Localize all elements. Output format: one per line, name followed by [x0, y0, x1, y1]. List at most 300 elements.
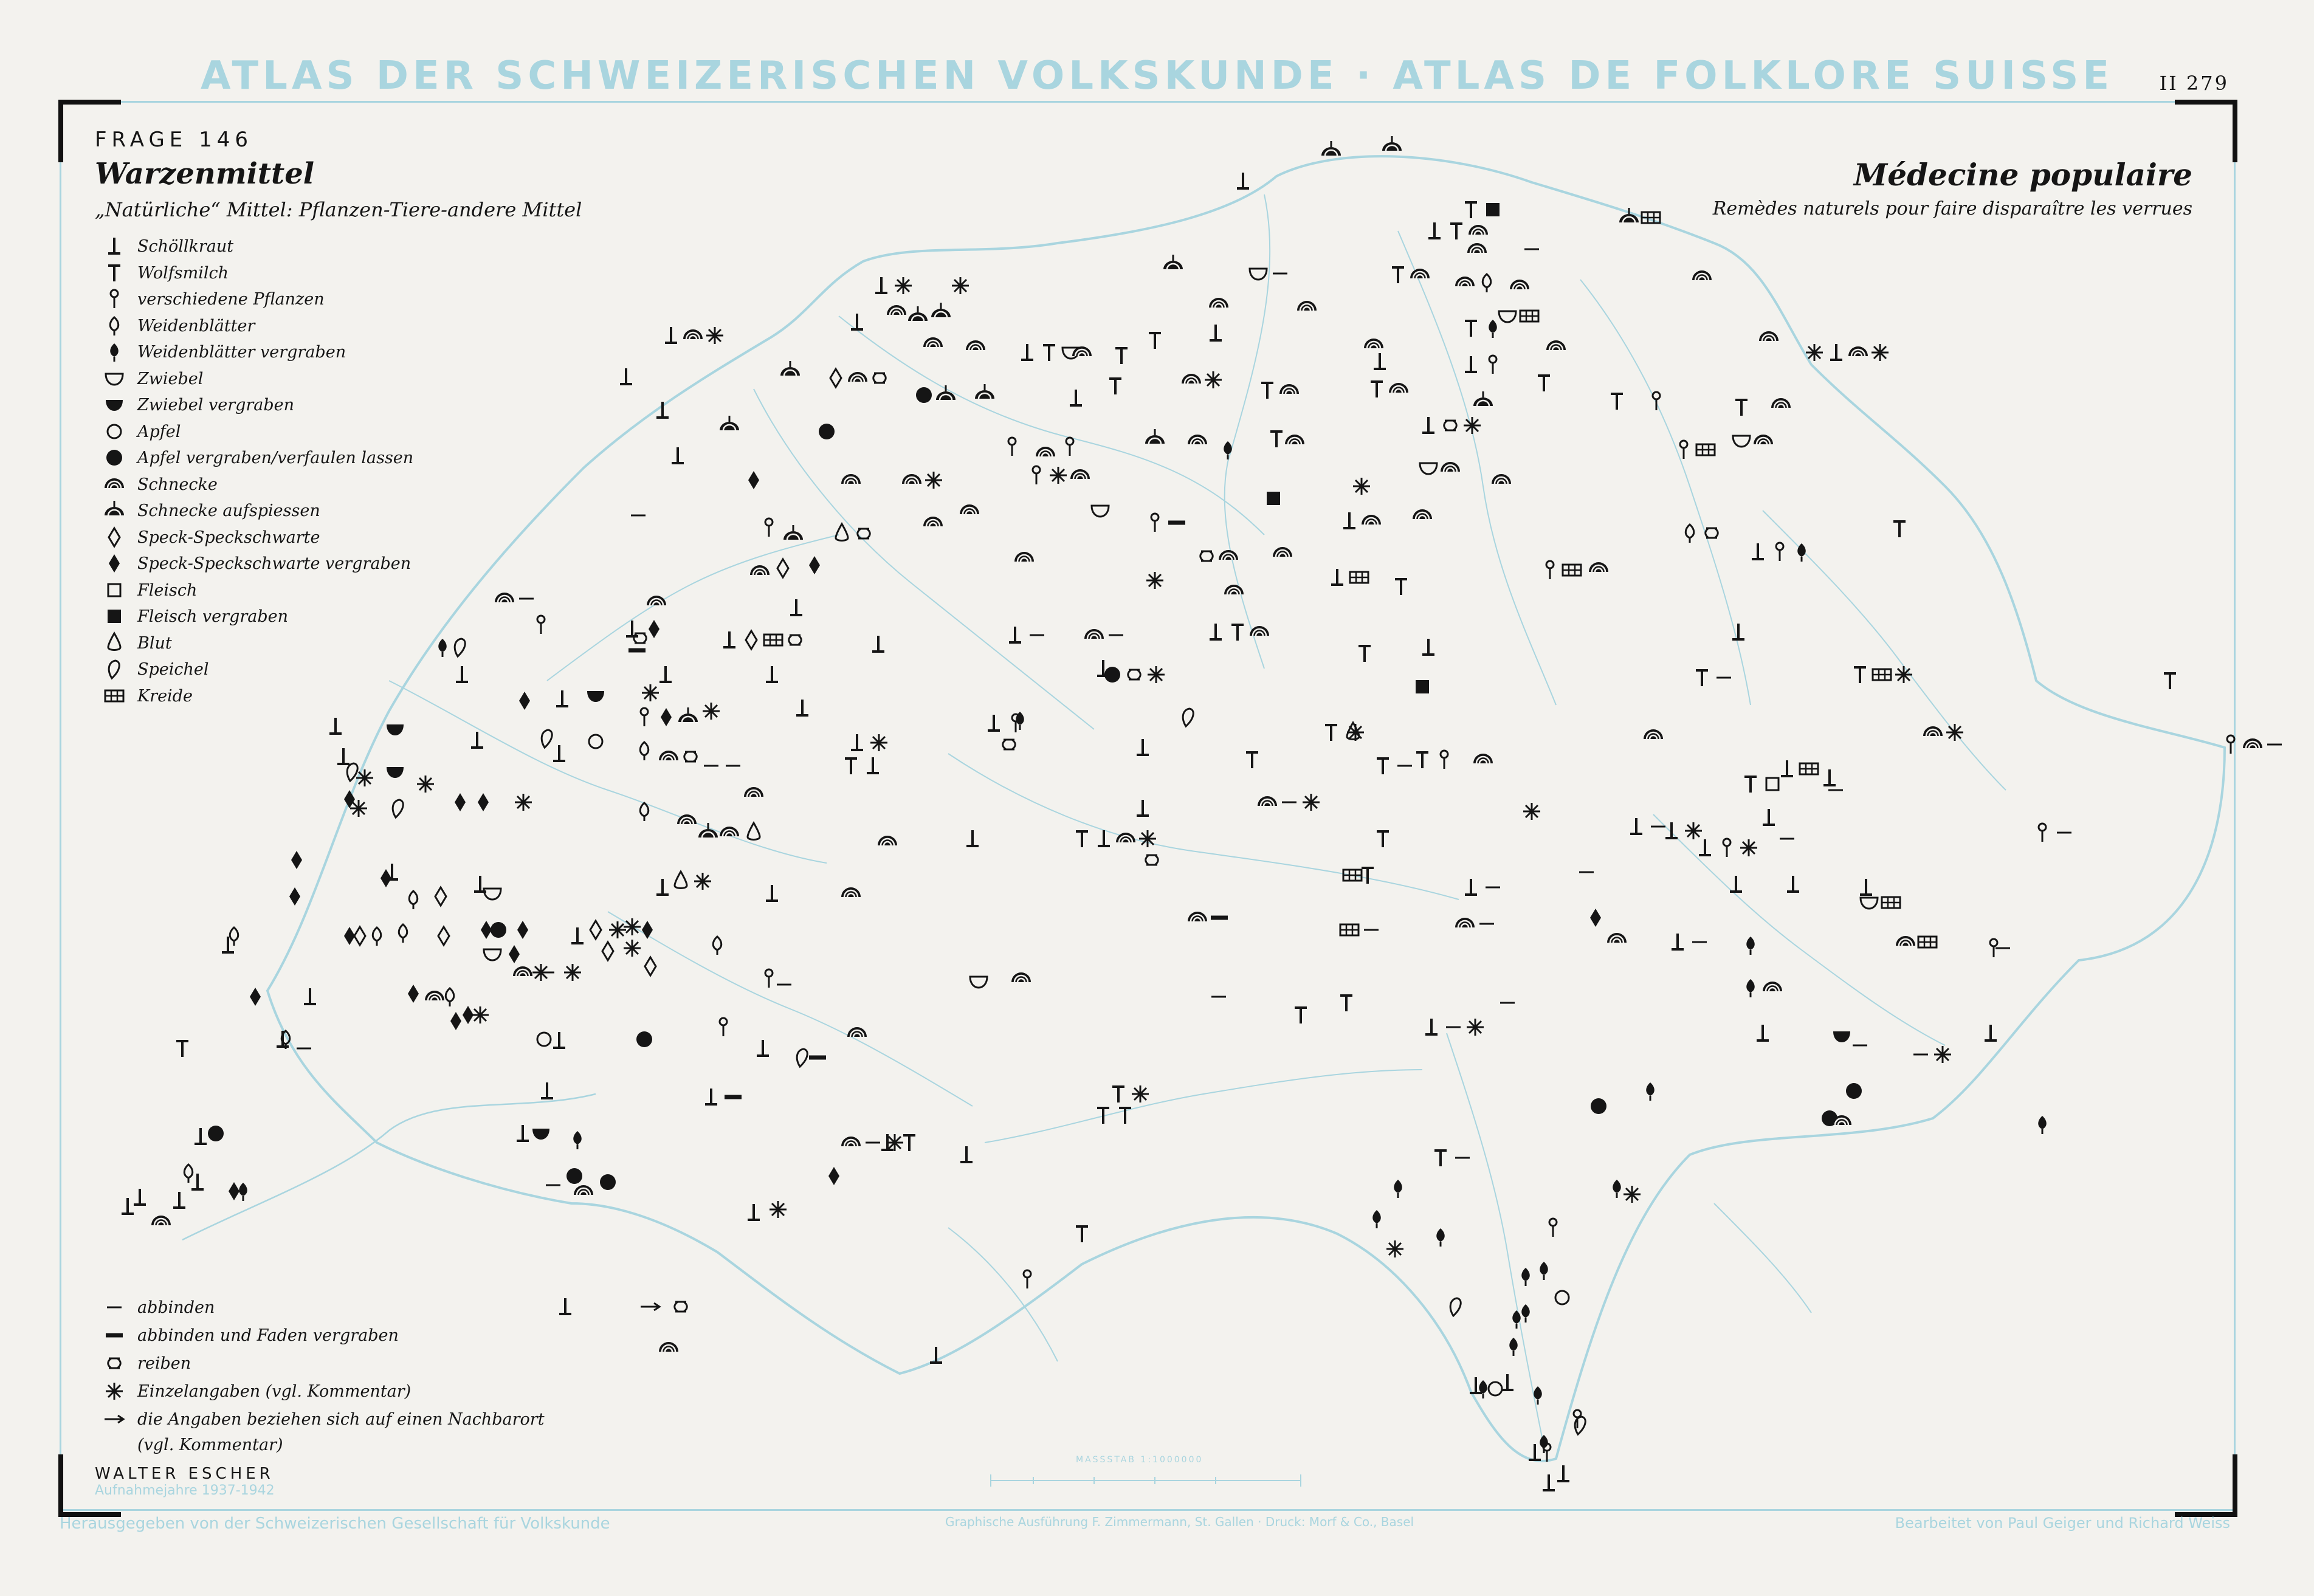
- asterisk-icon: [564, 964, 581, 981]
- snail-skewered-icon: [720, 416, 739, 430]
- inverted-t-icon: [1098, 830, 1110, 846]
- diamond-filled-icon: [291, 851, 302, 869]
- leaf-outline-icon: [97, 313, 131, 339]
- leaf-filled-icon: [1509, 1338, 1518, 1356]
- t-shape-icon: [1371, 382, 1383, 397]
- t-shape-icon: [1109, 379, 1121, 394]
- inverted-t-icon: [195, 1128, 207, 1144]
- asterisk-icon: [1353, 478, 1370, 495]
- snail-icon: [647, 596, 666, 605]
- inverted-t-icon: [656, 879, 669, 895]
- drop-tilted-icon: [455, 639, 465, 656]
- t-shape-icon: [1112, 1087, 1124, 1102]
- t-shape-icon: [1231, 625, 1244, 641]
- legend-label: Einzelangaben (vgl. Kommentar): [137, 1381, 411, 1401]
- inverted-t-icon: [1665, 822, 1678, 838]
- snail-icon: [848, 372, 867, 382]
- snail-icon: [425, 991, 444, 1000]
- diamond-outline-icon: [590, 921, 601, 939]
- snail-icon: [720, 827, 739, 836]
- inverted-t-icon: [1557, 1465, 1569, 1481]
- snail-icon: [1771, 398, 1791, 408]
- scale-label: MASSSTAB 1:1000000: [1076, 1455, 1203, 1465]
- inverted-t-icon: [988, 715, 1000, 731]
- inverted-t-icon: [337, 748, 350, 764]
- inverted-t-icon: [1137, 800, 1149, 816]
- drop-tilted-icon: [542, 730, 552, 748]
- legend-label: Weidenblätter: [137, 316, 255, 335]
- diamond-filled-icon: [229, 1182, 239, 1200]
- snail-skewered-icon: [975, 384, 994, 399]
- asterisk-icon: [870, 734, 887, 751]
- t-shape-icon: [1744, 777, 1757, 793]
- leaf-filled-icon: [438, 639, 447, 657]
- inverted-t-icon: [1630, 818, 1642, 834]
- drop-outline-icon: [97, 630, 131, 656]
- inverted-t-icon: [1730, 876, 1742, 892]
- asterisk-icon: [1740, 839, 1757, 856]
- legend-label: verschiedene Pflanzen: [137, 290, 325, 309]
- t-shape-icon: [903, 1135, 915, 1151]
- asterisk-icon: [1205, 371, 1222, 388]
- inverted-t-icon: [553, 745, 565, 761]
- t-shape-icon: [1854, 667, 1866, 683]
- drop-outline-icon: [748, 823, 760, 840]
- bowl-outline-icon: [97, 366, 131, 392]
- inverted-t-icon: [1823, 769, 1836, 785]
- bowl-outline-icon: [484, 949, 501, 960]
- chalk-grid-icon: [1800, 763, 1818, 774]
- asterisk-icon: [703, 703, 720, 720]
- inverted-t-icon: [1699, 839, 1711, 855]
- map-subtitle-french: Remèdes naturels pour faire disparaître les verrues: [1712, 198, 2192, 219]
- diamond-filled-icon: [828, 1167, 839, 1185]
- circle-filled-icon: [208, 1126, 224, 1141]
- basemap: [182, 156, 2225, 1487]
- inverted-t-icon: [1210, 325, 1222, 340]
- snail-icon: [1759, 331, 1779, 341]
- legend-label: Apfel: [137, 422, 181, 441]
- inverted-t-icon: [329, 718, 342, 734]
- leaf-outline-icon: [399, 924, 407, 943]
- inverted-t-icon: [556, 690, 568, 706]
- inverted-t-icon: [1465, 356, 1477, 372]
- leaf-filled-icon: [97, 339, 131, 365]
- leaf-outline-icon: [409, 891, 418, 909]
- legend-item: [97, 604, 413, 630]
- pin-circle-icon: [1024, 1270, 1031, 1288]
- asterisk-icon: [1303, 794, 1320, 811]
- snail-icon: [966, 340, 985, 350]
- asterisk-icon: [925, 472, 942, 489]
- t-shape-icon: [1097, 1108, 1109, 1124]
- asterisk-icon: [706, 327, 723, 344]
- snail-icon: [1273, 547, 1292, 557]
- snail-icon: [960, 504, 979, 514]
- pin-circle-icon: [765, 518, 773, 537]
- inverted-t-icon: [134, 1189, 146, 1205]
- legend-item: [97, 366, 413, 393]
- leaf-outline-icon: [1482, 274, 1491, 292]
- inverted-t-icon: [705, 1089, 717, 1104]
- t-shape-icon: [176, 1041, 188, 1057]
- legend-label: Schöllkraut: [137, 237, 234, 256]
- chalk-grid-icon: [1350, 572, 1368, 583]
- legend-item: [97, 498, 413, 525]
- snail-icon: [1036, 447, 1055, 456]
- inverted-t-icon: [1501, 1374, 1513, 1390]
- inverted-t-icon: [559, 1298, 571, 1314]
- circle-filled-icon: [1591, 1098, 1606, 1114]
- legend-label: Fleisch vergraben: [137, 607, 289, 627]
- snail-icon: [1389, 383, 1408, 393]
- snail-icon: [1362, 515, 1381, 525]
- asterisk-icon: [472, 1006, 489, 1023]
- asterisk-icon: [97, 1378, 131, 1405]
- rub-bracket-icon: [1003, 740, 1016, 749]
- pin-circle-icon: [1033, 466, 1040, 484]
- inverted-t-icon: [1860, 879, 1872, 895]
- inverted-t-icon: [517, 1125, 529, 1141]
- survey-years: Aufnahmejahre 1937-1942: [95, 1483, 275, 1498]
- chalk-grid-icon: [1343, 870, 1362, 881]
- snail-icon: [1116, 833, 1135, 842]
- t-shape-icon: [1377, 831, 1389, 847]
- drop-tilted-icon: [393, 800, 403, 817]
- circle-filled-icon: [600, 1174, 616, 1190]
- chalk-grid-icon: [1520, 311, 1538, 322]
- rub-bracket-icon: [634, 633, 647, 643]
- diamond-outline-icon: [777, 559, 788, 577]
- legend-item: [97, 339, 413, 366]
- pin-circle-icon: [1151, 514, 1159, 532]
- leaf-outline-icon: [1686, 525, 1694, 543]
- t-shape-icon: [1295, 1008, 1307, 1023]
- bowl-filled-icon: [387, 767, 404, 778]
- editors-credit: Bearbeitet von Paul Geiger und Richard Weiss: [1895, 1515, 2230, 1532]
- legend-label: Zwiebel: [137, 369, 204, 388]
- bowl-outline-icon: [1250, 269, 1267, 280]
- snail-icon: [1011, 972, 1031, 982]
- asterisk-icon: [1347, 724, 1364, 741]
- inverted-t-icon: [1781, 760, 1793, 776]
- snail-icon: [683, 329, 703, 339]
- rub-bracket-icon: [675, 1302, 687, 1312]
- legend-item: [97, 286, 413, 313]
- inverted-t-icon: [1763, 809, 1775, 825]
- snail-skewered-icon: [783, 525, 803, 540]
- snail-icon: [1644, 729, 1663, 739]
- thin-dash-icon: [97, 1295, 131, 1321]
- snail-icon: [151, 1216, 171, 1225]
- leaf-filled-icon: [1521, 1268, 1530, 1286]
- pin-circle-icon: [2227, 735, 2234, 754]
- asterisk-icon: [770, 1201, 787, 1218]
- t-shape-icon: [1246, 752, 1258, 768]
- snail-icon: [841, 887, 861, 897]
- snail-icon: [659, 751, 678, 760]
- inverted-t-icon: [1529, 1444, 1541, 1460]
- bowl-outline-icon: [484, 889, 501, 899]
- pin-circle-icon: [2039, 824, 2046, 842]
- leaf-filled-icon: [2038, 1116, 2047, 1134]
- leaf-outline-icon: [373, 927, 381, 946]
- snail-icon: [1219, 550, 1238, 560]
- diamond-filled-icon: [478, 793, 489, 811]
- asterisk-icon: [1624, 1186, 1641, 1203]
- inverted-t-icon: [867, 757, 879, 773]
- legend-item: [97, 630, 413, 657]
- legend-label: Speichel: [137, 660, 209, 679]
- inverted-t-icon: [304, 988, 316, 1004]
- leaf-filled-icon: [1512, 1310, 1521, 1329]
- t-shape-icon: [1377, 758, 1389, 774]
- legend-modifiers: [97, 1293, 545, 1457]
- map-title-french: Médecine populaire: [1853, 157, 2192, 193]
- drop-outline-icon: [836, 524, 848, 541]
- legend-item: [97, 525, 413, 551]
- asterisk-icon: [1139, 830, 1156, 847]
- t-shape-icon: [1261, 383, 1273, 399]
- asterisk-icon: [694, 873, 711, 890]
- diamond-filled-icon: [97, 551, 131, 577]
- diamond-filled-icon: [517, 921, 528, 939]
- pin-circle-icon: [1723, 839, 1730, 857]
- t-shape-icon: [1362, 868, 1374, 884]
- diamond-outline-icon: [438, 927, 449, 945]
- diamond-outline-icon: [830, 369, 841, 387]
- circle-filled-icon: [97, 445, 131, 471]
- t-shape-icon: [1735, 400, 1748, 416]
- diamond-filled-icon: [519, 692, 530, 710]
- snail-skewered-icon: [1163, 255, 1183, 269]
- t-shape-icon: [1450, 224, 1462, 239]
- asterisk-icon: [1685, 822, 1702, 839]
- circle-filled-icon: [1846, 1083, 1862, 1099]
- circle-filled-icon: [819, 424, 835, 439]
- inverted-t-icon: [1757, 1025, 1769, 1040]
- leaf-filled-icon: [1436, 1228, 1445, 1247]
- legend-label: Speck-Speckschwarte vergraben: [137, 554, 411, 574]
- inverted-t-icon: [191, 1174, 204, 1189]
- t-shape-icon: [1358, 646, 1371, 662]
- leaf-filled-icon: [1746, 979, 1755, 997]
- circle-outline-icon: [1555, 1291, 1569, 1304]
- inverted-t-icon: [748, 1204, 760, 1220]
- pin-circle-icon: [1549, 1219, 1557, 1237]
- snail-icon: [1182, 374, 1201, 384]
- pin-circle-icon: [1008, 438, 1016, 456]
- inverted-t-icon: [1422, 639, 1434, 655]
- bowl-outline-icon: [1499, 311, 1516, 322]
- t-shape-icon: [1076, 831, 1088, 847]
- chalk-grid-icon: [1882, 897, 1900, 908]
- legend-item: [97, 445, 413, 472]
- asterisk-icon: [1146, 572, 1163, 589]
- legend-label: Speck-Speckschwarte: [137, 528, 320, 547]
- diamond-filled-icon: [661, 708, 672, 726]
- legend-item: [97, 656, 413, 683]
- pin-circle-icon: [720, 1018, 727, 1036]
- snail-icon: [2243, 738, 2262, 748]
- leaf-filled-icon: [1646, 1082, 1655, 1101]
- bowl-filled-icon: [387, 724, 404, 735]
- asterisk-icon: [952, 277, 969, 294]
- diamond-filled-icon: [642, 921, 653, 939]
- snail-icon: [1258, 796, 1277, 806]
- rub-bracket-icon: [97, 1350, 131, 1377]
- snail-icon: [878, 836, 897, 845]
- inverted-t-icon: [790, 599, 802, 615]
- snail-icon: [923, 517, 943, 526]
- asterisk-icon: [624, 940, 641, 957]
- arrow-icon: [97, 1406, 131, 1433]
- bowl-filled-icon: [97, 392, 131, 418]
- legend-label: Fleisch: [137, 580, 198, 600]
- inverted-t-icon: [757, 1040, 769, 1056]
- snail-icon: [513, 966, 532, 976]
- snail-icon: [1469, 225, 1488, 235]
- snail-icon: [1084, 629, 1104, 639]
- diamond-filled-icon: [250, 988, 261, 1006]
- leaf-filled-icon: [1479, 1380, 1487, 1398]
- diamond-filled-icon: [481, 921, 492, 939]
- snail-icon: [744, 787, 763, 797]
- inverted-t-icon: [1343, 512, 1355, 528]
- snail-icon: [1188, 912, 1207, 921]
- atlas-title: ATLAS DER SCHWEIZERISCHEN VOLKSKUNDE · ATLAS DE FOLKLORE SUISSE: [200, 53, 2114, 98]
- snail-skewered-icon: [678, 707, 698, 722]
- legend-item: [97, 1321, 545, 1349]
- snail-icon: [495, 593, 514, 602]
- drop-tilted-icon: [347, 763, 357, 781]
- t-shape-icon: [2164, 673, 2176, 689]
- diamond-filled-icon: [408, 985, 419, 1003]
- snail-icon: [1224, 585, 1244, 594]
- inverted-t-icon: [665, 327, 677, 343]
- chalk-grid-icon: [1563, 565, 1581, 576]
- snail-skewered-icon: [97, 498, 131, 524]
- pin-circle-icon: [641, 708, 648, 726]
- legend-symbols: [97, 233, 413, 709]
- t-shape-icon: [1043, 345, 1055, 361]
- circle-outline-icon: [537, 1033, 551, 1046]
- snail-icon: [1763, 982, 1782, 991]
- asterisk-icon: [515, 794, 532, 811]
- leaf-filled-icon: [1489, 320, 1497, 338]
- asterisk-icon: [624, 918, 641, 935]
- snail-icon: [1589, 562, 1608, 572]
- rub-bracket-icon: [1706, 528, 1718, 538]
- asterisk-icon: [350, 800, 367, 817]
- diamond-filled-icon: [289, 887, 300, 906]
- leaf-filled-icon: [1540, 1262, 1548, 1280]
- asterisk-icon: [1386, 1240, 1403, 1257]
- map-subtitle-german: „Natürliche“ Mittel: Pflanzen-Tiere-andere Mittel: [95, 198, 582, 221]
- legend-item: [97, 313, 413, 340]
- inverted-t-icon: [620, 368, 632, 384]
- bowl-filled-icon: [587, 691, 604, 702]
- snail-icon: [1285, 435, 1304, 444]
- snail-icon: [1209, 298, 1228, 308]
- snail-icon: [1607, 933, 1627, 943]
- drop-tilted-icon: [1450, 1298, 1461, 1316]
- t-shape-icon: [1340, 996, 1352, 1011]
- leaf-filled-icon: [239, 1183, 247, 1201]
- map-title-german: Warzenmittel: [95, 157, 314, 191]
- snail-icon: [1279, 384, 1299, 394]
- t-shape-icon: [1392, 267, 1404, 283]
- inverted-t-icon: [1425, 1019, 1438, 1034]
- snail-icon: [1692, 270, 1712, 280]
- chalk-grid-icon: [1918, 937, 1937, 948]
- leaf-filled-icon: [573, 1131, 582, 1149]
- pin-circle-icon: [1441, 751, 1448, 769]
- snail-icon: [902, 474, 921, 484]
- asterisk-icon: [1464, 417, 1481, 434]
- diamond-outline-icon: [435, 887, 446, 906]
- asterisk-icon: [895, 277, 912, 294]
- asterisk-icon: [1467, 1019, 1484, 1036]
- snail-icon: [841, 474, 861, 484]
- asterisk-icon: [356, 769, 373, 786]
- legend-label: Schnecke: [137, 475, 218, 494]
- snail-icon: [1848, 346, 1868, 356]
- inverted-t-icon: [723, 631, 735, 647]
- snail-icon: [1297, 301, 1317, 311]
- asterisk-icon: [1148, 666, 1165, 683]
- legend-item: [97, 472, 413, 498]
- inverted-t-icon: [1070, 390, 1082, 405]
- leaf-filled-icon: [1224, 441, 1232, 459]
- inverted-t-icon: [1543, 1474, 1555, 1490]
- rub-bracket-icon: [1200, 551, 1213, 561]
- leaf-filled-icon: [1521, 1304, 1530, 1323]
- square-filled-icon: [1416, 680, 1429, 693]
- snail-skewered-icon: [780, 361, 800, 376]
- leaf-outline-icon: [640, 742, 649, 760]
- leaf-outline-icon: [184, 1164, 193, 1183]
- inverted-t-icon: [1985, 1025, 1997, 1040]
- snail-icon: [97, 472, 131, 498]
- snail-icon: [1188, 435, 1207, 444]
- snail-icon: [1014, 552, 1034, 562]
- asterisk-icon: [642, 684, 659, 701]
- legend-label: reiben: [137, 1354, 191, 1373]
- drop-outline-icon: [675, 872, 687, 889]
- legend-item: [97, 577, 413, 604]
- bowl-outline-icon: [1733, 436, 1750, 447]
- t-shape-icon: [1465, 202, 1477, 218]
- pin-circle-icon: [1066, 438, 1073, 456]
- snail-icon: [1441, 462, 1460, 472]
- inverted-t-icon: [875, 277, 887, 293]
- arrow-icon: [641, 1303, 659, 1310]
- inverted-t-icon: [1009, 627, 1021, 642]
- legend-item: [97, 392, 413, 419]
- inverted-t-icon: [659, 666, 672, 682]
- snail-icon: [750, 565, 770, 575]
- pin-circle-icon: [1489, 356, 1496, 374]
- inverted-t-icon: [672, 447, 684, 463]
- leaf-outline-icon: [713, 937, 721, 955]
- leaf-outline-icon: [640, 803, 649, 821]
- snail-icon: [1413, 509, 1432, 519]
- asterisk-icon: [1872, 344, 1889, 361]
- legend-label: Zwiebel vergraben: [137, 396, 295, 415]
- t-shape-icon: [1395, 579, 1407, 595]
- legend-item: [97, 1405, 545, 1433]
